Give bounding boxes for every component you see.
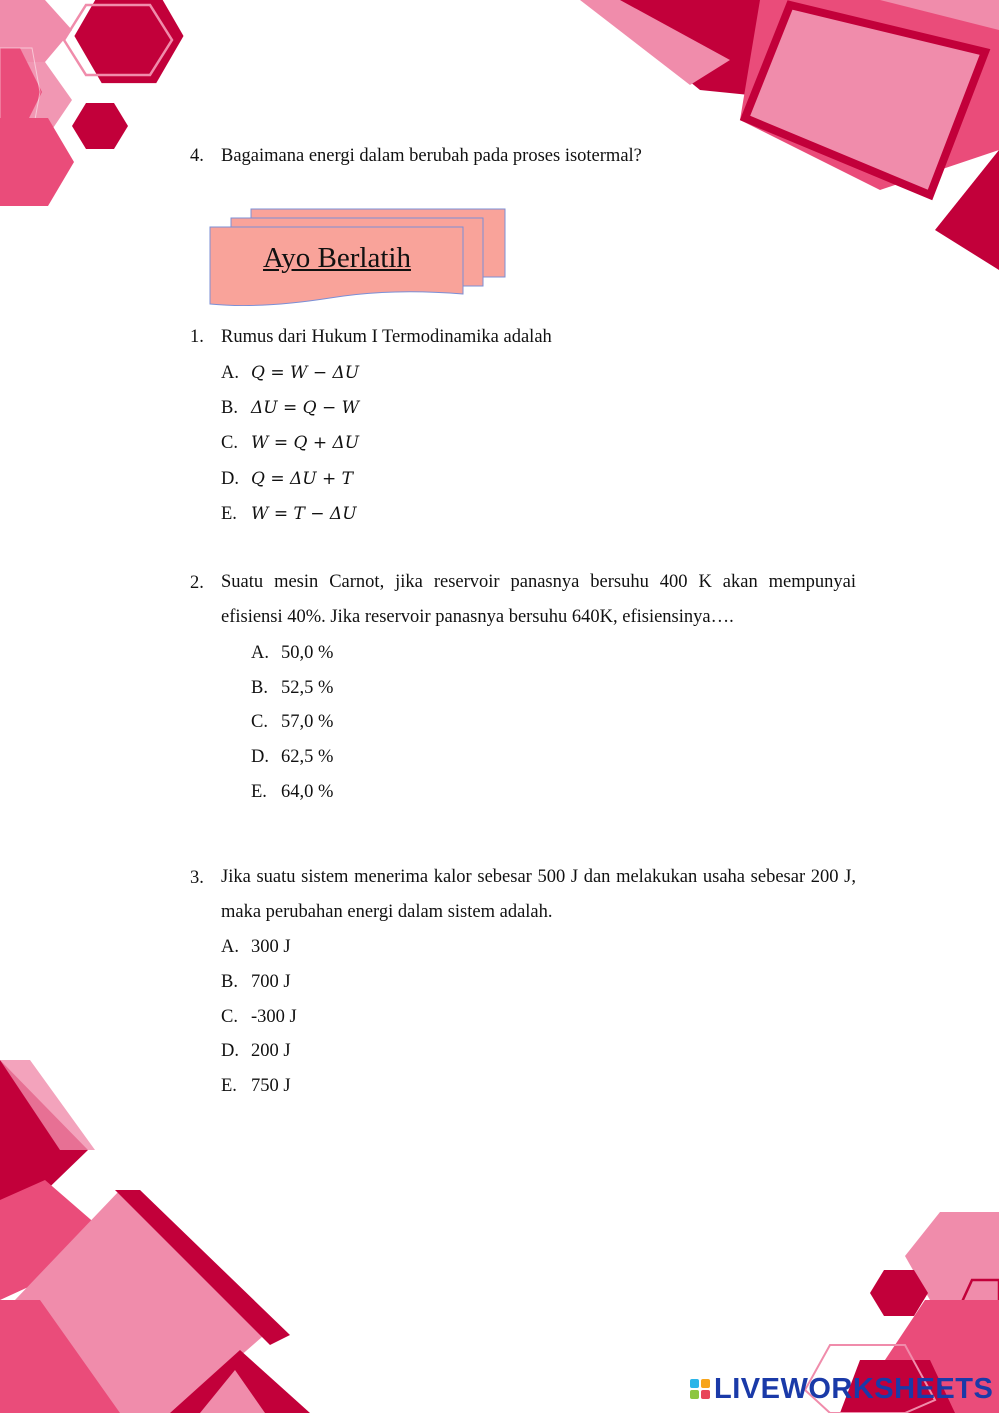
option-letter: E. bbox=[251, 782, 267, 802]
option-formula: 𝑊 = 𝑇 − Δ𝑈 bbox=[251, 504, 357, 524]
logo-square bbox=[701, 1379, 710, 1388]
option-letter: B. bbox=[221, 398, 238, 418]
option-text: 62,5 % bbox=[281, 747, 334, 767]
logo-square bbox=[690, 1379, 699, 1388]
option-letter: C. bbox=[251, 712, 268, 732]
option-formula: 𝑄 = Δ𝑈 + 𝑇 bbox=[251, 469, 353, 489]
option-letter: E. bbox=[221, 504, 237, 524]
option-text: 52,5 % bbox=[281, 678, 334, 698]
liveworksheets-logo-icon bbox=[690, 1379, 710, 1399]
option-formula: 𝑄 = 𝑊 − Δ𝑈 bbox=[251, 363, 360, 383]
option-text: -300 J bbox=[251, 1007, 297, 1027]
option-letter: A. bbox=[251, 643, 269, 663]
option-text: 750 J bbox=[251, 1076, 291, 1096]
logo-square bbox=[690, 1390, 699, 1399]
question-number: 1. bbox=[190, 327, 204, 347]
bottom-left-squares bbox=[0, 1060, 310, 1413]
option-text: 700 J bbox=[251, 972, 291, 992]
option-letter: D. bbox=[221, 469, 239, 489]
question-text: Bagaimana energi dalam berubah pada proses isotermal? bbox=[221, 146, 642, 166]
option-letter: B. bbox=[251, 678, 268, 698]
question-number: 4. bbox=[190, 146, 204, 166]
option-letter: C. bbox=[221, 433, 238, 453]
option-letter: D. bbox=[251, 747, 269, 767]
option-letter: A. bbox=[221, 363, 239, 383]
liveworksheets-watermark[interactable] bbox=[690, 1372, 993, 1406]
question-text: Rumus dari Hukum I Termodinamika adalah bbox=[221, 327, 552, 347]
option-letter: C. bbox=[221, 1007, 238, 1027]
option-text: 200 J bbox=[251, 1041, 291, 1061]
logo-square bbox=[701, 1390, 710, 1399]
option-text: 50,0 % bbox=[281, 643, 334, 663]
option-text: 300 J bbox=[251, 937, 291, 957]
option-letter: B. bbox=[221, 972, 238, 992]
option-letter: E. bbox=[221, 1076, 237, 1096]
question-text: Suatu mesin Carnot, jika reservoir panasnya bersuhu 400 K akan mempunyai efisiensi 40%. Jika reservoir panasnya bersuhu 640K, efisiensinya…. bbox=[221, 572, 856, 627]
top-left-hexagons bbox=[0, 0, 184, 206]
liveworksheets-text: LIVEWORKSHEETS bbox=[714, 1372, 994, 1405]
option-text: 57,0 % bbox=[281, 712, 334, 732]
option-text: 64,0 % bbox=[281, 782, 334, 802]
banner-title: Ayo Berlatih bbox=[263, 242, 411, 274]
option-letter: D. bbox=[221, 1041, 239, 1061]
top-right-squares bbox=[580, 0, 999, 270]
question-text: Jika suatu sistem menerima kalor sebesar 500 J dan melakukan usaha sebesar 200 J, maka perubahan energi dalam sistem adalah. bbox=[221, 867, 856, 922]
option-formula: Δ𝑈 = 𝑄 − 𝑊 bbox=[251, 398, 360, 418]
option-formula: 𝑊 = 𝑄 + Δ𝑈 bbox=[251, 433, 360, 453]
option-letter: A. bbox=[221, 937, 239, 957]
question-number: 2. bbox=[190, 573, 204, 593]
question-number: 3. bbox=[190, 868, 204, 888]
